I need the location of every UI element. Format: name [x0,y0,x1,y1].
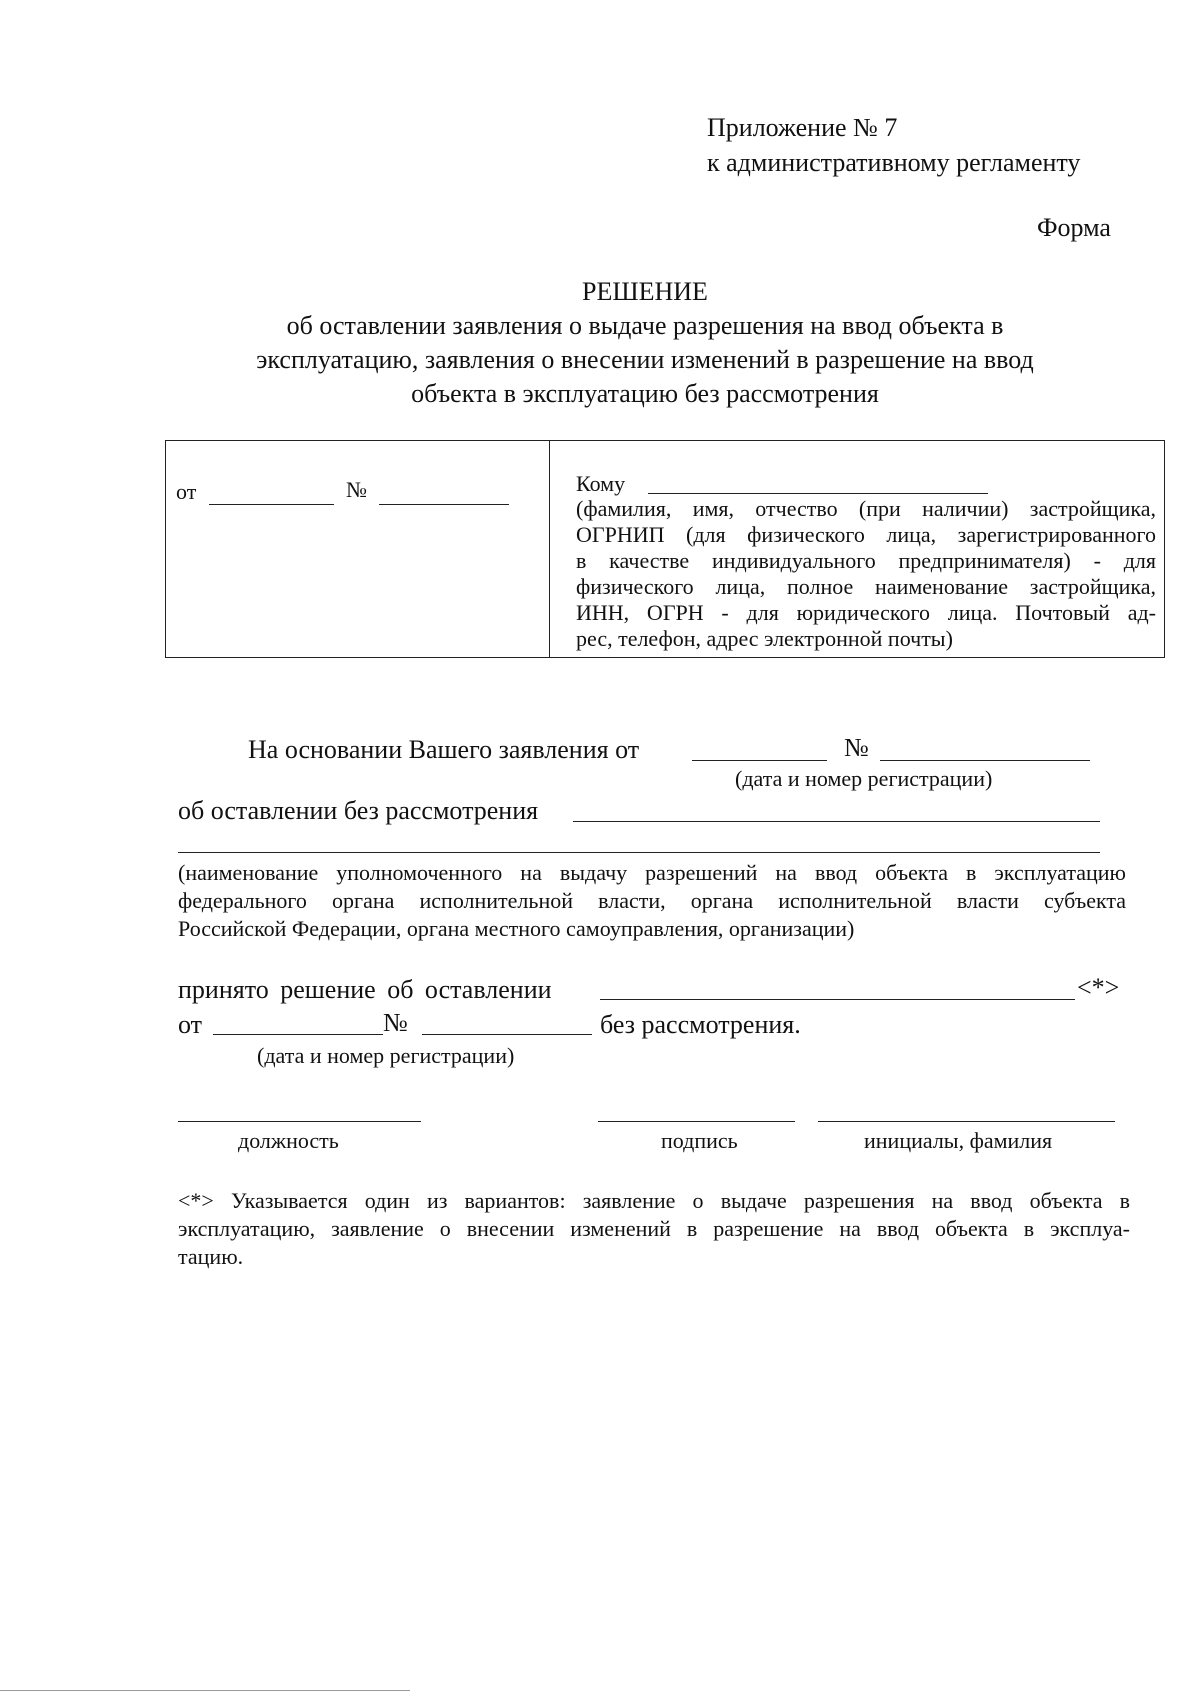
number-sign: № [844,733,869,762]
recipient-hint-line: (фамилия, имя, отчество (при наличии) застройщика, [576,496,1156,521]
name-label: инициалы, фамилия [864,1128,1053,1153]
recipient-hint-line: физического лица, полное наименование застройщика, [576,574,1156,599]
decision-subject-line[interactable] [600,999,1075,1000]
date-registration-hint: (дата и номер регистрации) [735,766,993,791]
position-label: должность [238,1128,339,1153]
number-field-line[interactable] [379,504,509,505]
footnote-line: эксплуатацию, заявление о внесении изменений в разрешение на ввод объекта в эксплуа- [178,1216,1130,1241]
from-label: от [176,479,197,504]
footnote-line: тацию. [178,1244,244,1269]
table-divider [549,441,550,657]
from-label: от [178,1010,203,1039]
authority-hint-line: Российской Федерации, органа местного самоуправления, организации) [178,916,855,941]
number-sign: № [383,1008,408,1037]
decision-date-line[interactable] [213,1034,383,1035]
form-label: Форма [1037,213,1111,242]
footnote-mark: <*> [1077,973,1120,1002]
number-sign: № [346,477,367,502]
decision-number-line[interactable] [422,1034,592,1035]
recipient-hint-line: в качестве индивидуального предпринимателя) - для [576,548,1156,573]
signature-label: подпись [661,1128,738,1153]
without-review-text: без рассмотрения. [600,1010,801,1039]
application-date-line[interactable] [692,760,827,761]
recipient-hint-line: ИНН, ОГРН - для юридического лица. Почтовый ад- [576,600,1156,625]
title-line: об оставлении заявления о выдаче разрешения на ввод объекта в [286,311,1004,340]
appendix-number: Приложение № 7 [707,113,898,142]
date-field-line[interactable] [209,504,334,505]
title-line: объекта в эксплуатацию без рассмотрения [411,379,879,408]
basis-text: На основании Вашего заявления от [248,735,640,764]
regulation-reference: к административному регламенту [707,148,1081,177]
authority-name-line[interactable] [178,852,1100,853]
scan-edge-line [0,1690,410,1691]
authority-hint-line: (наименование уполномоченного на выдачу разрешений на ввод объекта в эксплуатацию [178,860,1126,885]
leave-without-review-text: об оставлении без рассмотрения [178,796,539,825]
name-line[interactable] [818,1121,1115,1122]
title-line: эксплуатацию, заявления о внесении изменений в разрешение на ввод [256,345,1034,374]
recipient-hint-line: ОГРНИП (для физического лица, зарегистрированного [576,522,1156,547]
to-label: Кому [576,471,626,496]
signature-line[interactable] [598,1121,795,1122]
footnote-line: <*> Указывается один из вариантов: заявление о выдаче разрешения на ввод объекта в [178,1188,1130,1213]
document-title: РЕШЕНИЕ [582,277,708,306]
leave-subject-line[interactable] [573,821,1100,822]
decision-text: принято решение об оставлении [178,975,552,1004]
position-line[interactable] [178,1121,421,1122]
recipient-field-line[interactable] [648,493,988,494]
recipient-hint-line: рес, телефон, адрес электронной почты) [576,626,953,651]
application-number-line[interactable] [880,760,1090,761]
authority-hint-line: федерального органа исполнительной власти, органа исполнительной власти субъекта [178,888,1126,913]
date-registration-hint: (дата и номер регистрации) [257,1043,515,1068]
addressee-table [165,440,1165,658]
